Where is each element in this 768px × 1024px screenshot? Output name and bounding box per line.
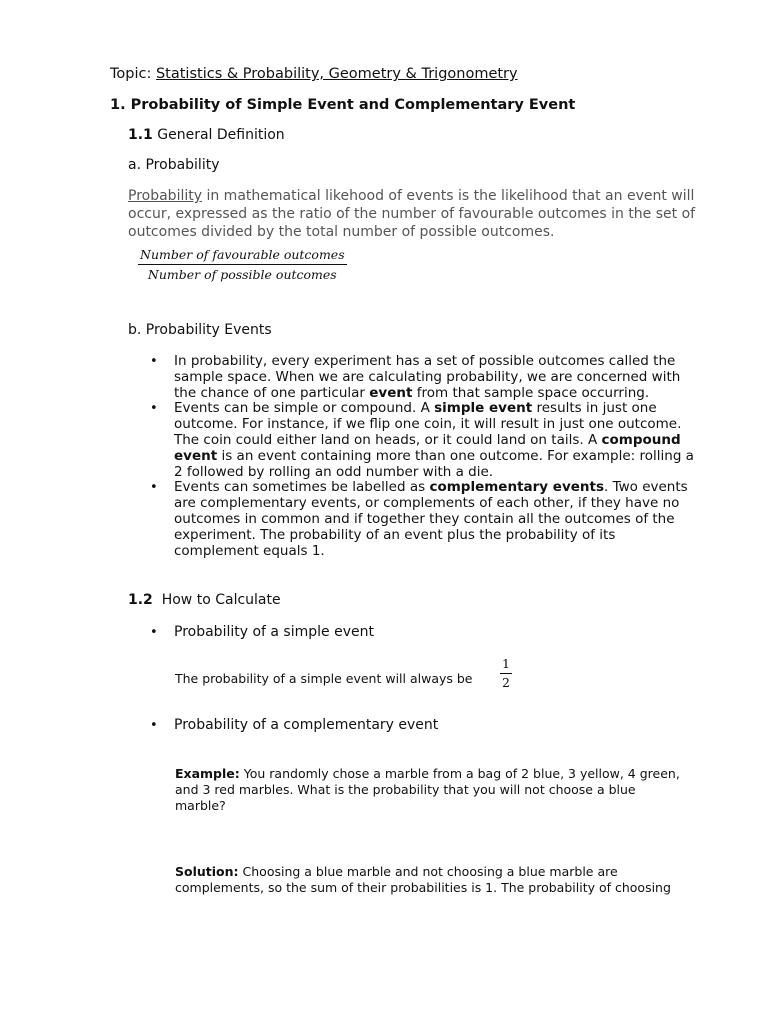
definition-term: Probability bbox=[128, 188, 203, 204]
solution-block bbox=[175, 864, 695, 896]
half-numerator: 1 bbox=[500, 656, 512, 674]
bullet-glyph: • bbox=[150, 354, 158, 369]
complementary-event-item bbox=[150, 717, 438, 733]
section-title: 1. Probability of Simple Event and Complementary Event bbox=[110, 97, 576, 113]
bullet-bold-term: complementary events bbox=[429, 479, 605, 496]
topic-heading bbox=[110, 66, 518, 82]
bullet-bold-term: simple event bbox=[434, 400, 533, 417]
bullet-text: In probability, every experiment has a set of possible outcomes called the sample space. When we are calculating probability, we are concerned with the chance of one particular bbox=[174, 353, 681, 401]
probability-formula bbox=[138, 247, 347, 283]
subsection-1-2-heading bbox=[128, 592, 281, 608]
bullet-text: results in just one outcome. For instance, if we flip one coin, it will result in just one outcome. The coin could either land on heads, or it could land on tails. A bbox=[174, 400, 682, 448]
subsection-title: How to Calculate bbox=[161, 592, 281, 608]
formula-numerator: Number of favourable outcomes bbox=[138, 247, 347, 265]
solution-label: Solution: bbox=[175, 864, 239, 879]
bullet-glyph: • bbox=[150, 401, 158, 417]
example-block bbox=[175, 766, 685, 814]
half-denominator: 2 bbox=[502, 675, 510, 690]
bullet-bold-term: compound event bbox=[174, 431, 681, 464]
list-item bbox=[150, 480, 695, 559]
simple-event-label: Probability of a simple event bbox=[174, 624, 374, 640]
bullet-text: . Two events are complementary events, or complements of each other, if they have no outcomes in common and if together they contain all the outcomes of the experiment. The probability of an event plus the probability of its complement equals 1. bbox=[174, 479, 688, 559]
complementary-event-label: Probability of a complementary event bbox=[174, 717, 439, 733]
subsection-b-heading: b. Probability Events bbox=[128, 322, 272, 338]
subsection-a-heading: a. Probability bbox=[128, 157, 220, 173]
bullet-glyph: • bbox=[150, 625, 158, 640]
list-item bbox=[150, 354, 695, 401]
bullet-bold-term: event bbox=[369, 384, 413, 401]
bullet-text: Events can sometimes be labelled as bbox=[174, 479, 426, 496]
definition-text: in mathematical likehood of events is the likelihood that an event will occur, expressed as the ratio of the number of favourable outcomes in the set of outcomes divided by the total number of possible outcomes. bbox=[128, 188, 696, 240]
bullet-text: from that sample space occurring. bbox=[416, 384, 650, 401]
subsection-number: 1.2 bbox=[128, 592, 153, 608]
subsection-title: General Definition bbox=[157, 127, 285, 143]
definition-paragraph bbox=[128, 187, 698, 241]
topic-label: Topic: bbox=[110, 66, 152, 82]
topic-subjects: Statistics & Probability, Geometry & Trigonometry bbox=[155, 66, 518, 82]
example-label: Example: bbox=[175, 766, 240, 781]
bullet-glyph: • bbox=[150, 480, 158, 496]
formula-fraction bbox=[138, 247, 347, 282]
list-item bbox=[150, 401, 695, 480]
bullet-glyph: • bbox=[150, 718, 158, 733]
subsection-1-1-heading bbox=[128, 127, 285, 143]
simple-event-text: The probability of a simple event will always be bbox=[175, 671, 473, 686]
example-text: You randomly chose a marble from a bag of 2 blue, 3 yellow, 4 green, and 3 red marbles. What is the probability that you will not choose a blue marble? bbox=[175, 766, 680, 813]
one-half-fraction bbox=[500, 656, 512, 690]
subsection-number: 1.1 bbox=[128, 127, 153, 143]
formula-denominator: Number of possible outcomes bbox=[147, 267, 337, 282]
bullet-text: Events can be simple or compound. A bbox=[174, 400, 430, 417]
simple-event-item bbox=[150, 624, 374, 640]
bullet-text: is an event containing more than one outcome. For example: rolling a 2 followed by rolling an odd number with a die. bbox=[174, 447, 694, 480]
events-bullet-list bbox=[150, 354, 695, 559]
solution-text: Choosing a blue marble and not choosing a blue marble are complements, so the sum of their probabilities is 1. The probability of choosing bbox=[175, 864, 671, 895]
